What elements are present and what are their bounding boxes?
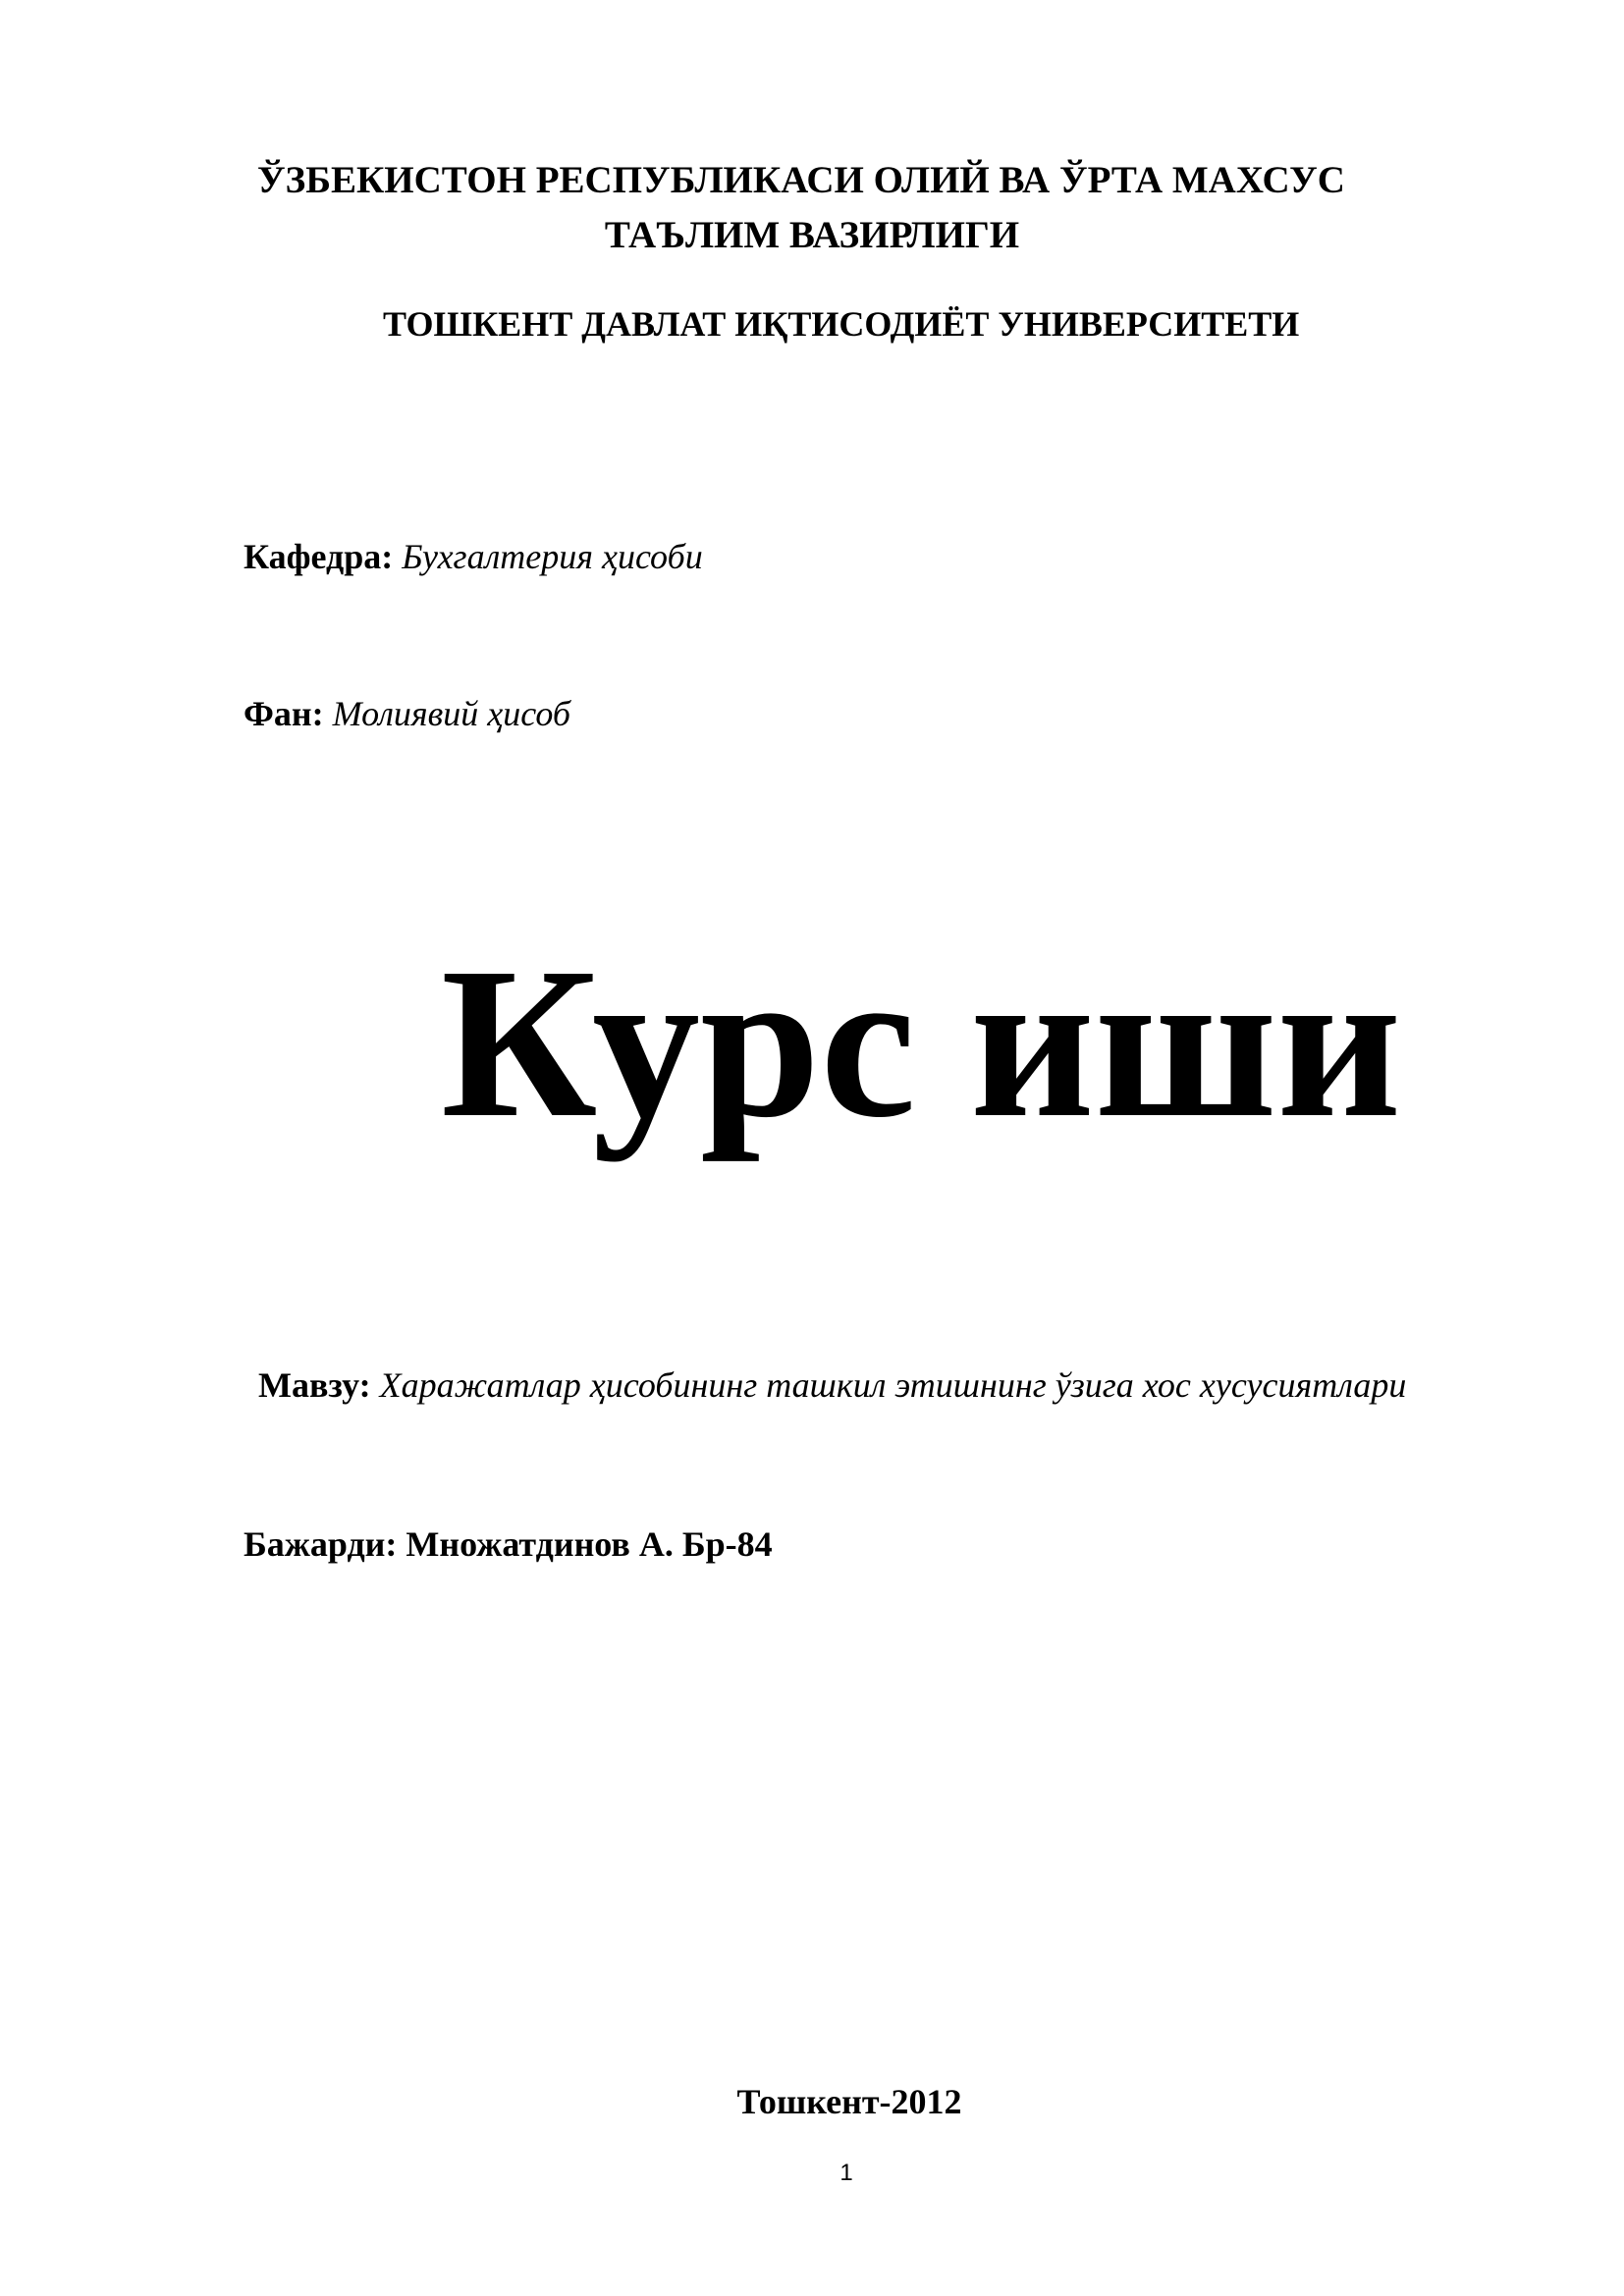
author-row: [244, 1523, 773, 1565]
page-number: 1: [839, 2160, 853, 2186]
department-label: Кафедра:: [244, 537, 394, 576]
document-title: Курс иши: [441, 923, 1402, 1162]
subject-label: Фан:: [244, 694, 324, 733]
ministry-title-line-1: ЎЗБЕКИСТОН РЕСПУБЛИКАСИ ОЛИЙ ВА ЎРТА МАХСУС: [257, 159, 1345, 201]
department-value: Бухгалтерия ҳисоби: [402, 537, 703, 576]
topic-value: Харажатлар ҳисобининг ташкил этишнинг ўзига хос хусусиятлари: [379, 1365, 1407, 1405]
subject-value: Молиявий ҳисоб: [332, 694, 570, 733]
university-name: ТОШКЕНТ ДАВЛАТ ИҚТИСОДИЁТ УНИВЕРСИТЕТИ: [383, 304, 1300, 344]
topic-label: Мавзу:: [258, 1365, 371, 1405]
author-label: Бажарди:: [244, 1524, 398, 1564]
subject-row: [244, 693, 570, 734]
city-year: Тошкент-2012: [736, 2082, 962, 2121]
department-row: [244, 536, 703, 577]
ministry-title-line-2: ТАЪЛИМ ВАЗИРЛИГИ: [604, 214, 1020, 256]
author-value: Множатдинов А. Бр-84: [406, 1524, 773, 1564]
topic-row: [258, 1364, 1406, 1406]
